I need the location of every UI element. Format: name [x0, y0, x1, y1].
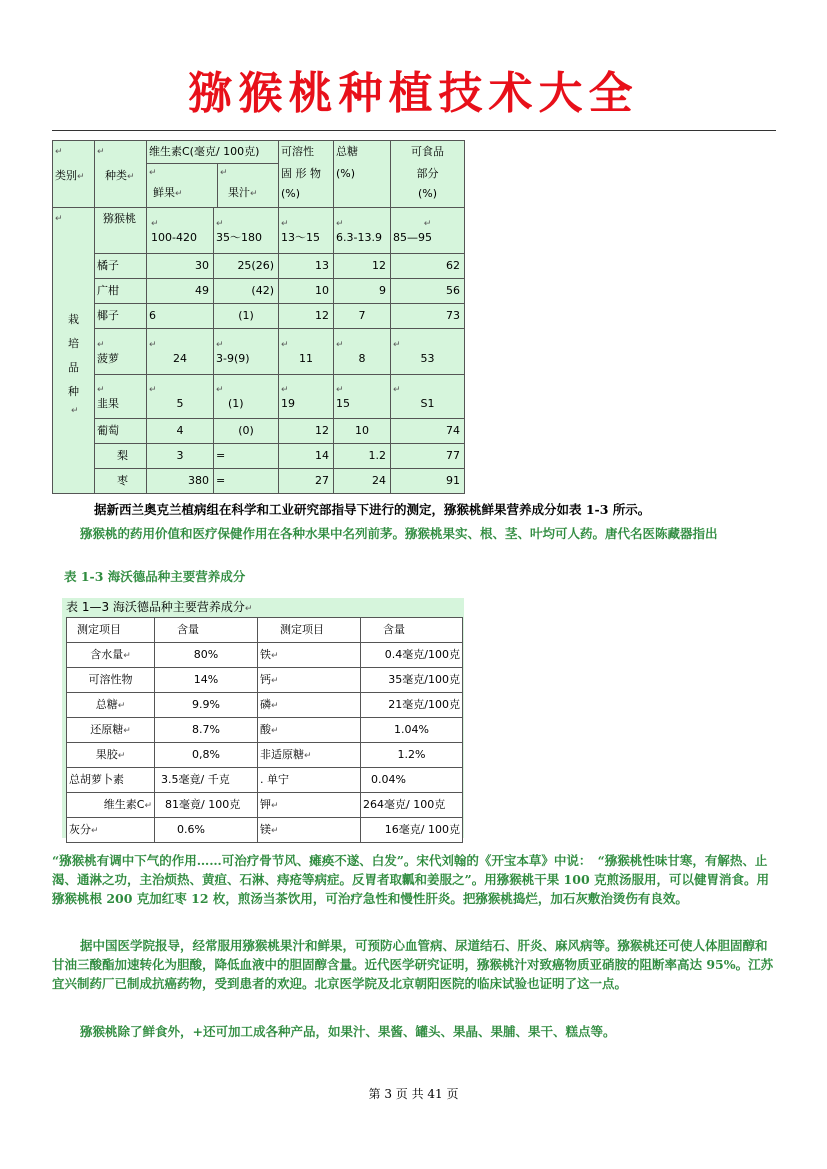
table-row: 总糖↵ 9.9% 磷↵ 21毫克/100克 — [67, 693, 463, 718]
header-vitamin-c: 维生素C(毫克/ 100克) ↵ 鲜果↵ ↵ 果汁↵ — [147, 141, 279, 208]
category-cell: ↵ 栽 培 品 种 ↵ — [53, 208, 95, 494]
header-fresh-fruit: ↵ 鲜果↵ — [147, 164, 218, 207]
table-row: 椰子 6 (1) 12 7 73 — [53, 304, 465, 329]
table-row: ↵ 菠萝 ↵ 24 ↵ 3-9(9) ↵ 11 ↵ 8 ↵ 53 — [53, 329, 465, 375]
table-header-row: 测定项目 含量 测定项目 含量 — [67, 618, 463, 643]
table-row: 含水量↵ 80% 铁↵ 0.4毫克/100克 — [67, 643, 463, 668]
table-row: 枣 380 = 27 24 91 — [53, 469, 465, 494]
table-row: 灰分↵ 0.6% 镁↵ 16毫克/ 100克 — [67, 818, 463, 843]
table-row: 维生素C↵ 81毫竟/ 100克 钾↵ 264毫克/ 100克 — [67, 793, 463, 818]
table-row: 还原糖↵ 8.7% 酸↵ 1.04% — [67, 718, 463, 743]
paragraph-products: 猕猴桃除了鲜食外，+还可加工成各种产品，如果汁、果酱、罐头、果晶、果脯、果干、糕点等。 — [80, 1024, 616, 1039]
paragraph-intro: 据新西兰奥克兰植病组在科学和工业研究部指导下进行的测定，猕猴桃鲜果营养成分如表 1-3 所示。 — [94, 502, 651, 517]
table-header-row — [53, 141, 465, 208]
table-row: 果胶↵ 0,8% 非适原糖↵ 1.2% — [67, 743, 463, 768]
table-row: 葡萄 4 (0) 12 10 74 — [53, 419, 465, 444]
table-row: ↵ 韭果 ↵ 5 ↵ (1) ↵ 19 ↵ 15 ↵ S1 — [53, 375, 465, 419]
table-row: 可溶性物 14% 钙↵ 35毫克/100克 — [67, 668, 463, 693]
table-row: 广柑 49 (42) 10 9 56 — [53, 279, 465, 304]
paragraph-research: 据中国医学院报导，经常服用猕猴桃果汁和鲜果，可预防心血管病、尿道结石、肝炎、麻风病等。猕猴桃还可使人体胆固醇和甘油三酸酯加速转化为胆酸，降低血液中的胆固醇含量。近代医学研究证明，猕猴桃汁对致癌物质亚硝胺的阻断率高达 95%。江苏宜兴制药厂已制成抗癌药物，受到患者的欢迎。北京医学院及北京朝阳医院的临床试验也证明了这一点。 — [52, 938, 774, 991]
page-title: 猕猴桃种植技术大全 — [188, 68, 639, 119]
table-row-kiwi: ↵ 栽 培 品 种 ↵ 猕猴桃 ↵ 100-420 ↵ 35～180 ↵ 13～15 ↵ 6.3-13.9 ↵ 85—95 — [53, 208, 465, 254]
page-number-footer: 第 3 页 共 41 页 — [368, 1087, 459, 1101]
header-category: ↵ 类别↵ — [53, 141, 95, 208]
table-inner-caption: 表 1—3 海沃德品种主要营养成分↵ — [66, 600, 253, 614]
header-edible-portion: 可食品 部分 (%) — [391, 141, 465, 208]
header-total-sugar: 总糖 (%) — [334, 141, 391, 208]
hayward-nutrition-table — [66, 617, 463, 843]
header-soluble-solids: 可溶性 固 形 物 (%) — [279, 141, 334, 208]
table-row: 橘子 30 25(26) 13 12 62 — [53, 254, 465, 279]
header-variety: ↵ 种类↵ — [95, 141, 147, 208]
paragraph-quote: “猕猴桃有调中下气的作用……可治疗骨节风、瘫痪不遂、白发”。宋代刘翰的《开宝本草》中说： “猕猴桃性味甘寒，有解热、止渴、通淋之功，主治烦热、黄疸、石淋、痔疮等病症。反胃者取瓤和姜服之”。用猕猴桃干果 100 克煎汤服用，可以健胃消食。用猕猴桃根 200 克加红枣 12 枚，煎汤当茶饮用，可治疗急性和慢性肝炎。把猕猴桃捣烂，加石灰敷治烫伤有良效。 — [52, 853, 769, 906]
fruit-vitamin-comparison-table — [52, 140, 465, 494]
nutrition-table-panel — [62, 598, 464, 838]
table-caption: 表 1-3 海沃德品种主要营养成分 — [64, 569, 246, 584]
title-divider — [52, 130, 776, 131]
paragraph-medicinal: 猕猴桃的药用价值和医疗保健作用在各种水果中名列前茅。猕猴桃果实、根、茎、叶均可人药。唐代名医陈藏器指出 — [80, 526, 718, 541]
table-row: 总胡萝卜素 3.5毫竟/ 千克 . 单宁 0.04% — [67, 768, 463, 793]
header-juice: ↵ 果汁↵ — [220, 168, 258, 199]
table-row: 梨 3 = 14 1.2 77 — [53, 444, 465, 469]
